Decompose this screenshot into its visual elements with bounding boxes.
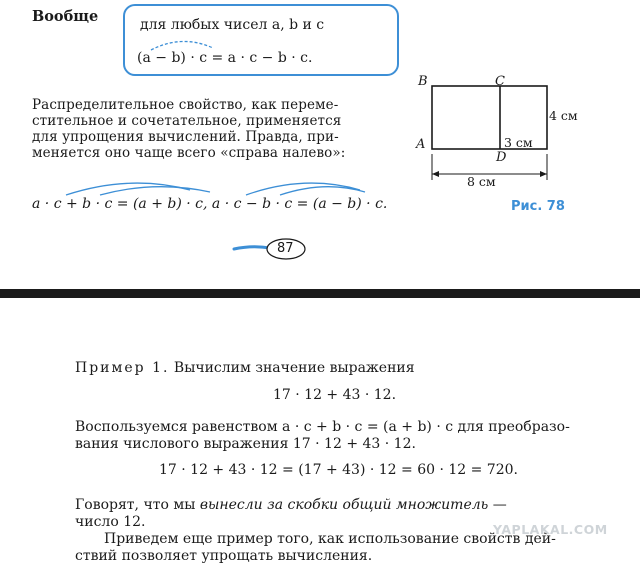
property-paragraph-line-3: для упрощения вычислений. Правда, при- [32, 129, 339, 145]
figure-width-label: 8 см [467, 174, 496, 189]
next-example-line-2: ствий позволяет упрощать вычисления. [75, 548, 373, 564]
page-divider [0, 289, 640, 298]
rule-line-1: для любых чисел a, b и c [140, 17, 325, 33]
common-factor-term: вынесли за скобки общий множитель [199, 497, 489, 513]
figure-label-c: C [495, 74, 505, 89]
property-paragraph-line-2: стительное и сочетательное, применяется [32, 113, 342, 129]
use-equality-line-1: Воспользуемся равенством a · c + b · c = (a + b) · c для преобразо- [75, 419, 570, 435]
page-number-ornament-icon [232, 236, 312, 262]
intro-word: Вообще [32, 8, 99, 25]
property-paragraph-line-4: меняется оно чаще всего «справа налево»: [32, 145, 346, 161]
figure-caption: Рис. 78 [511, 199, 565, 214]
calculation-line: 17 · 12 + 43 · 12 = (17 + 43) · 12 = 60 · 12 = 720. [159, 462, 518, 478]
figure-height-label: 4 см [549, 108, 578, 123]
example-heading-text: Вычислим значение выражения [169, 360, 415, 376]
distributive-formula: a · c + b · c = (a + b) · c, a · c − b · c = (a − b) · c. [32, 196, 388, 212]
page-number: 87 [277, 241, 294, 256]
example-heading [75, 360, 415, 376]
use-equality-line-2: вания числового выражения 17 · 12 + 43 · 12. [75, 436, 416, 452]
common-factor-prefix: Говорят, что мы [75, 497, 200, 513]
common-factor-line-2: число 12. [75, 514, 146, 530]
rule-line-2: (a − b) · c = a · c − b · c. [137, 50, 313, 66]
site-watermark: YAPLAKAL.COM [493, 522, 608, 537]
example-expression: 17 · 12 + 43 · 12. [273, 387, 397, 403]
common-factor-line-1 [75, 497, 507, 513]
figure-inner-label: 3 см [504, 135, 533, 150]
common-factor-suffix: — [488, 497, 507, 513]
figure-label-a: A [416, 137, 426, 152]
formula-arcs-icon [60, 178, 370, 198]
example-heading-label: Пример 1. [75, 360, 170, 376]
figure-label-b: B [418, 74, 428, 89]
property-paragraph-line-1: Распределительное свойство, как переме- [32, 97, 339, 113]
next-example-line-1: Приведем еще пример того, как использование свойств дей- [104, 531, 556, 547]
figure-label-d: D [496, 150, 507, 165]
rule-arc-icon [147, 38, 217, 52]
